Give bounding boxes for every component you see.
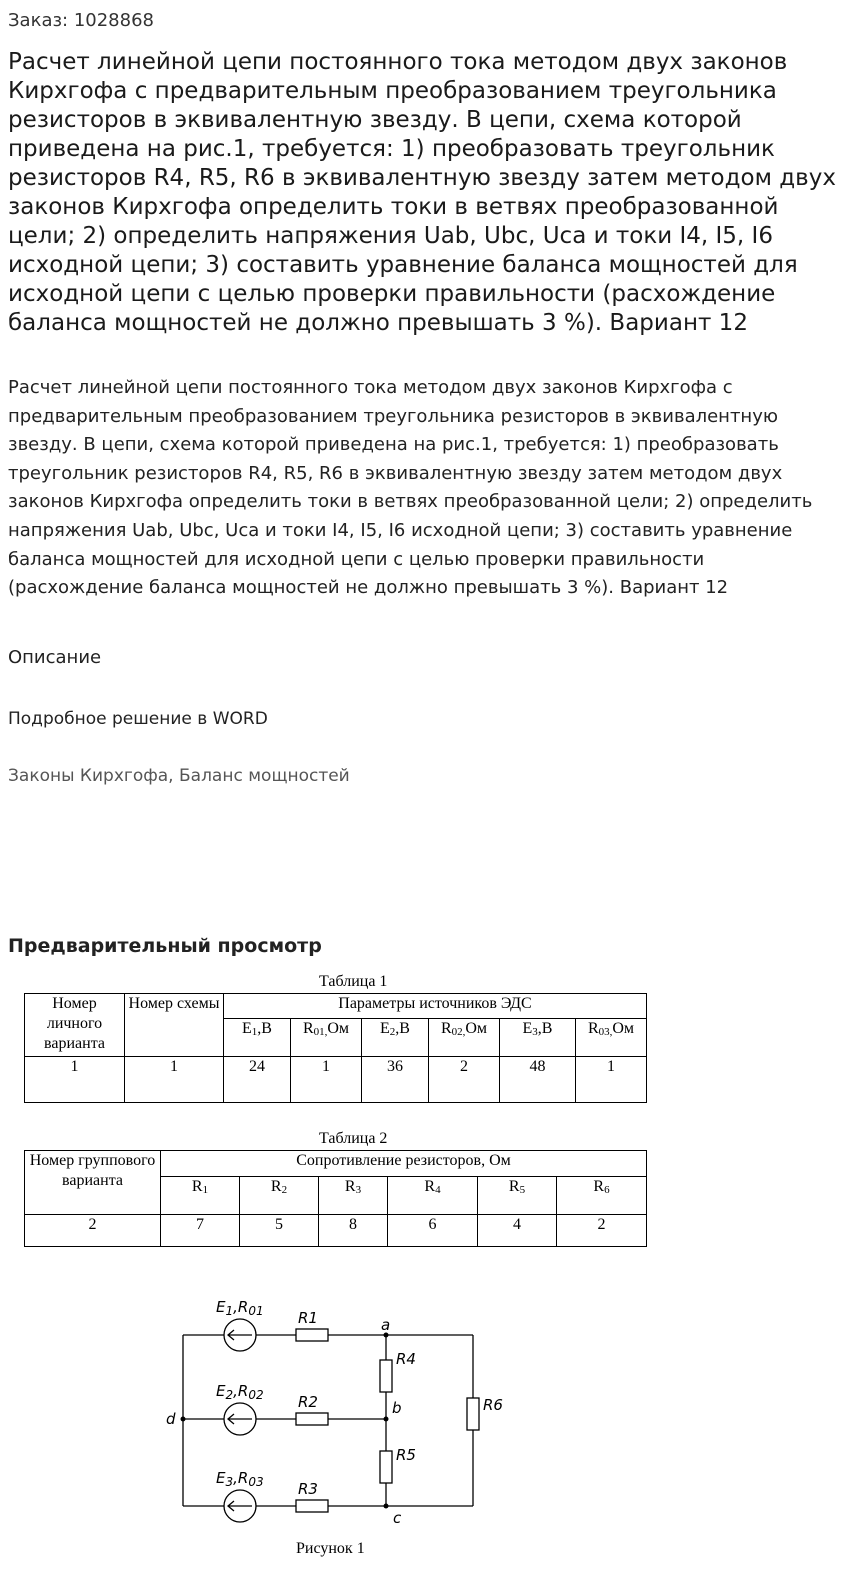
table1-cell: 36 [362, 1057, 429, 1103]
table1-cell: 24 [224, 1057, 291, 1103]
description-text: Расчет линейной цепи постоянного тока методом двух законов Кирхгофа с предварительным преобразованием треугольника резисторов в эквивалентную звезду. В цепи, схема которой приведена на рис.1, требуется: 1) преобразовать треугольник резисторов R4, R5, R6 в эквивалентную звезду затем методом двух законов Кирхгофа определить токи в ветвях преобразованной цели; 2) определить напряжения Uab, Ubc, Uca и токи I4, I5, I6 исходной цепи; 3) составить уравнение баланса мощностей для исходной цепи с целью проверки правильности (расхождение баланса мощностей не должно превышать 3 %). Вариант 12 [8, 377, 813, 599]
table1-cell: 48 [500, 1057, 576, 1103]
table1-header-variant: Номер личного варианта [25, 994, 125, 1057]
table1-col-header: $E_2,В$ [362, 1019, 429, 1057]
resistor-r5-icon [380, 1451, 392, 1483]
resistor-r3-icon [296, 1500, 328, 1512]
node-d-label: d [166, 1410, 176, 1428]
source-2-icon [224, 1403, 256, 1435]
table1-col-header: $R_{03,}Ом$ [576, 1019, 647, 1057]
table2-col-header: $R_1$ [161, 1177, 240, 1215]
source-3-label: $E_3,R_{03}$ [216, 1469, 264, 1489]
r6-label: R6 [483, 1396, 503, 1414]
r1-label: R1 [298, 1309, 318, 1327]
r3-label: R3 [298, 1480, 318, 1498]
r2-label: R2 [298, 1393, 318, 1411]
table2-cell: 6 [388, 1215, 478, 1247]
resistor-r4-icon [380, 1360, 392, 1392]
table1-col-header: $R_{02,}Ом$ [429, 1019, 500, 1057]
table2-caption: Таблица 2 [319, 1130, 388, 1147]
table2-cell: 4 [478, 1215, 557, 1247]
table1 [24, 993, 647, 1103]
table2-cell: 8 [319, 1215, 388, 1247]
table2-col-header: $R_5$ [478, 1177, 557, 1215]
r5-label: R5 [396, 1446, 416, 1464]
source-2-label: $E_2,R_{02}$ [216, 1382, 264, 1402]
table1-caption: Таблица 1 [319, 973, 388, 990]
table2-cell: 2 [557, 1215, 647, 1247]
circuit-diagram [150, 1290, 530, 1540]
table2-col-header: $R_2$ [240, 1177, 319, 1215]
table1-cell: 1 [125, 1057, 224, 1103]
table1-col-header: $E_1,В$ [224, 1019, 291, 1057]
description-detail: Подробное решение в WORD [8, 709, 268, 729]
description-heading: Описание [8, 647, 102, 668]
table1-header-params: Параметры источников ЭДС [224, 994, 647, 1019]
table2-cell: 7 [161, 1215, 240, 1247]
figure-caption: Рисунок 1 [296, 1540, 365, 1557]
table2-col-header: $R_3$ [319, 1177, 388, 1215]
table1-cell: 1 [291, 1057, 362, 1103]
table2-col-header: $R_6$ [557, 1177, 647, 1215]
table-row [25, 1215, 647, 1247]
table2-col-header: $R_4$ [388, 1177, 478, 1215]
table-row [25, 1057, 647, 1103]
source-3-icon [224, 1490, 256, 1522]
resistor-r1-icon [296, 1329, 328, 1341]
node-c-label: c [393, 1509, 402, 1527]
resistor-r2-icon [296, 1413, 328, 1425]
source-1-label: $E_1,R_{01}$ [216, 1298, 264, 1318]
table2-cell: 2 [25, 1215, 161, 1247]
tags: Законы Кирхгофа, Баланс мощностей [8, 766, 350, 786]
preview-heading: Предварительный просмотр [8, 935, 322, 957]
circuit-nodes [181, 1333, 389, 1509]
table1-cell: 1 [25, 1057, 125, 1103]
product-title: Расчет линейной цепи постоянного тока методом двух законов Кирхгофа с предварительным преобразованием треугольника резисторов в эквивалентную звезду. В цепи, схема которой приведена на рис.1, требуется: 1) преобразовать треугольник резисторов R4, R5, R6 в эквивалентную звезду затем методом двух законов Кирхгофа определить токи в ветвях преобразованной цели; 2) определить напряжения Uab, Ubc, Uca и токи I4, I5, I6 исходной цепи; 3) составить уравнение баланса мощностей для исходной цепи с целью проверки правильности (расхождение баланса мощностей не должно превышать 3 %). Вариант 12 [8, 49, 836, 336]
table1-col-header: $R_{01,}Ом$ [291, 1019, 362, 1057]
resistor-r6-icon [467, 1398, 479, 1430]
r4-label: R4 [396, 1350, 416, 1368]
table1-header-scheme: Номер схемы [125, 994, 224, 1057]
table1-cell: 1 [576, 1057, 647, 1103]
table2-cell: 5 [240, 1215, 319, 1247]
table1-cell: 2 [429, 1057, 500, 1103]
node-b-label: b [392, 1399, 402, 1417]
table1-col-header: $E_3,В$ [500, 1019, 576, 1057]
order-number: Заказ: 1028868 [8, 10, 154, 31]
node-a-label: a [381, 1316, 391, 1334]
table2-header-resistance: Сопротивление резисторов, Ом [161, 1151, 647, 1177]
source-1-icon [224, 1319, 256, 1351]
table2-header-variant: Номер группового варианта [25, 1151, 161, 1215]
table2 [24, 1150, 647, 1247]
